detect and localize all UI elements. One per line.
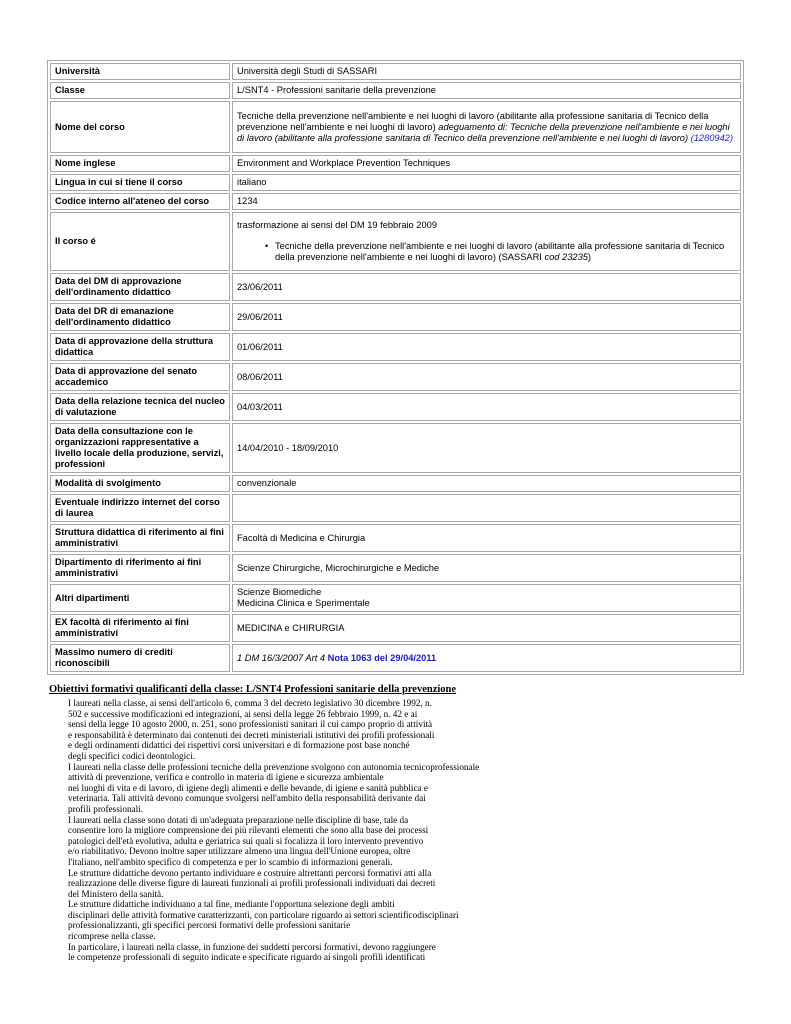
table-row	[50, 393, 741, 421]
table-row	[50, 174, 741, 191]
objectives-line: nei luoghi di vita e di lavoro, di igiene degli alimenti e delle bevande, di igiene e sanità pubblica e	[68, 782, 428, 793]
objectives-line: ricomprese nella classe.	[68, 931, 156, 942]
table-row	[50, 363, 741, 391]
objectives-line: realizzazione delle diverse figure di laureati funzionali ai profili professionali individuati dai decreti	[68, 878, 436, 889]
credits-reference: 1 DM 16/3/2007 Art 4	[237, 652, 326, 663]
objectives-line: le competenze professionali di seguito indicate e specificate riguardo ai singoli profili identificati	[68, 952, 426, 963]
objectives-line: e degli ordinamenti didattici dei rispettivi corsi universitari e di formazione post base nonché	[68, 740, 410, 751]
row-label: Università	[50, 63, 230, 80]
row-label: Data di approvazione del senato accademico	[50, 363, 230, 391]
objectives-line: veterinaria. Tali attività devono comunque svolgersi nell'ambito della responsabilità derivante dai	[68, 793, 426, 804]
bullet-content	[275, 241, 736, 263]
table-row	[50, 155, 741, 172]
row-value	[232, 494, 741, 522]
objectives-line: attività di prevenzione, verifica e controllo in materia di igiene e sicurezza ambientale	[68, 772, 384, 783]
row-label: Codice interno all'ateneo del corso	[50, 193, 230, 210]
table-row	[50, 63, 741, 80]
row-label: Nome del corso	[50, 101, 230, 153]
adaptation-note: adeguamento di: Tecniche della prevenzione nell'ambiente e nei luoghi di lavoro (abilitante alla professione sanitaria di Tecnico della prevenzione nell'ambiente e nei luoghi di lavoro)	[237, 121, 730, 143]
table-row	[50, 273, 741, 301]
objectives-line: patologici dell'età evolutiva, adulta e geriatrica sui quali si focalizza il loro intervento preventivo	[68, 835, 424, 846]
objectives-line: Le strutture didattiche devono pertanto individuare e costruire altrettanti percorsi formativi atti alla	[68, 867, 432, 878]
objectives-line: disciplinari delle attività formative caratterizzanti, con particolare riguardo ai settori scientificodisciplinari	[68, 909, 459, 920]
nota-link[interactable]: Nota 1063 del 29/04/2011	[327, 652, 437, 663]
objectives-line: Le strutture didattiche individuano a tal fine, mediante l'opportuna selezione degli ambiti	[68, 899, 395, 910]
table-row	[50, 333, 741, 361]
row-label: Altri dipartimenti	[50, 584, 230, 612]
row-value: L/SNT4 - Professioni sanitarie della prevenzione	[232, 82, 741, 99]
objectives-line: e/o riabilitativo. Devono inoltre saper utilizzare almeno una lingua dell'Unione europea, oltre	[68, 846, 411, 857]
list-item	[237, 241, 736, 263]
row-value: 08/06/2011	[232, 363, 741, 391]
objectives-line: sensi della legge 10 agosto 2000, n. 251, sono professionisti sanitari il cui campo proprio di attività	[68, 719, 433, 730]
course-info-table	[47, 60, 744, 675]
row-label: Massimo numero di crediti riconoscibili	[50, 644, 230, 672]
objectives-line: consentire loro la migliore comprensione dei più rilevanti elementi che sono alla base dei processi	[68, 825, 429, 836]
objectives-line: I laureati nella classe sono dotati di un'adeguata preparazione nelle discipline di base, tale da	[68, 814, 409, 825]
row-label: EX facoltà di riferimento ai fini amministrativi	[50, 614, 230, 642]
row-value: Scienze Chirurgiche, Microchirurgiche e Mediche	[232, 554, 741, 582]
row-value: Environment and Workplace Prevention Techniques	[232, 155, 741, 172]
objectives-line: I laureati nella classe, ai sensi dell'articolo 6, comma 3 del decreto legislativo 30 dicembre 1992, n.	[68, 698, 432, 708]
row-value: Università degli Studi di SASSARI	[232, 63, 741, 80]
bullet-code: cod 23235	[544, 252, 588, 262]
row-label: Lingua in cui si tiene il corso	[50, 174, 230, 191]
objectives-line: In particolare, i laureati nella classe, in funzione dei suddetti percorsi formativi, devono raggiungere	[68, 941, 436, 952]
row-label: Data del DM di approvazione dell'ordinamento didattico	[50, 273, 230, 301]
row-label: Data del DR di emanazione dell'ordinamento didattico	[50, 303, 230, 331]
row-value: 01/06/2011	[232, 333, 741, 361]
row-label: Data di approvazione della struttura didattica	[50, 333, 230, 361]
bullet-icon: •	[265, 241, 269, 251]
row-label: Nome inglese	[50, 155, 230, 172]
row-label: Data della consultazione con le organizzazioni rappresentative a livello locale della produzione, servizi, professioni	[50, 423, 230, 473]
row-value: italiano	[232, 174, 741, 191]
table-row	[50, 614, 741, 642]
row-value: 04/03/2011	[232, 393, 741, 421]
table-row	[50, 193, 741, 210]
transformation-text: trasformazione ai sensi del DM 19 febbraio 2009	[237, 220, 437, 230]
row-value: convenzionale	[232, 475, 741, 492]
table-row	[50, 554, 741, 582]
table-row	[50, 584, 741, 612]
row-label: Modalità di svolgimento	[50, 475, 230, 492]
table-row	[50, 303, 741, 331]
row-label: Classe	[50, 82, 230, 99]
objectives-line: professionalizzanti, gli specifici percorsi formativi delle professioni sanitarie	[68, 920, 351, 931]
objectives-line: e responsabilità è determinato dai contenuti dei decreti ministeriali istitutivi dei profili professionali	[68, 729, 435, 740]
objectives-text	[49, 698, 749, 963]
row-label: Struttura didattica di riferimento ai fini amministrativi	[50, 524, 230, 552]
table-row	[50, 475, 741, 492]
row-value: Facoltà di Medicina e Chirurgia	[232, 524, 741, 552]
objectives-line: 502 e successive modificazioni ed integrazioni, ai sensi della legge 26 febbraio 1999, n. 42 e ai	[68, 708, 418, 719]
row-label: Dipartimento di riferimento ai fini amministrativi	[50, 554, 230, 582]
table-row	[50, 212, 741, 271]
row-label: Il corso é	[50, 212, 230, 271]
table-row	[50, 524, 741, 552]
row-value	[232, 644, 741, 672]
row-value: 14/04/2010 - 18/09/2010	[232, 423, 741, 473]
objectives-section	[49, 683, 749, 963]
row-value: MEDICINA e CHIRURGIA	[232, 614, 741, 642]
objectives-line: degli specifici codici deontologici.	[68, 750, 196, 761]
row-label: Eventuale indirizzo internet del corso di laurea	[50, 494, 230, 522]
department-line: Medicina Clinica e Sperimentale	[237, 598, 370, 608]
objectives-line: del Ministero della sanità.	[68, 888, 164, 899]
row-value	[232, 101, 741, 153]
department-line: Scienze Biomediche	[237, 587, 322, 597]
objectives-line: l'italiano, nell'ambito specifico di competenza e per lo scambio di informazioni generali.	[68, 856, 393, 867]
bullet-text: Tecniche della prevenzione nell'ambiente e nei luoghi di lavoro (abilitante alla professione sanitaria di Tecnico della prevenzione nell'ambiente e nei luoghi di lavoro) (SASSARI	[275, 241, 725, 262]
table-row	[50, 423, 741, 473]
table-row	[50, 494, 741, 522]
table-row	[50, 82, 741, 99]
course-code-link[interactable]: (1280942)	[690, 132, 734, 143]
row-value	[232, 212, 741, 271]
row-value	[232, 584, 741, 612]
row-value: 23/06/2011	[232, 273, 741, 301]
table-row	[50, 644, 741, 672]
row-value: 1234	[232, 193, 741, 210]
objectives-title: Obiettivi formativi qualificanti della classe: L/SNT4 Professioni sanitarie della prevenzione	[49, 684, 457, 695]
objectives-line: profili professionali.	[68, 803, 144, 814]
row-value: 29/06/2011	[232, 303, 741, 331]
table-row	[50, 101, 741, 153]
course-name: Tecniche della prevenzione nell'ambiente e nei luoghi di lavoro (abilitante alla professione sanitaria di Tecnico della prevenzione nell'ambiente e nei luoghi di lavoro)	[237, 110, 709, 132]
row-label: Data della relazione tecnica del nucleo di valutazione	[50, 393, 230, 421]
bullet-close: )	[587, 252, 592, 262]
objectives-line: I laureati nella classe delle professioni tecniche della prevenzione svolgono con autonomia tecnicoprofessionale	[68, 761, 480, 772]
